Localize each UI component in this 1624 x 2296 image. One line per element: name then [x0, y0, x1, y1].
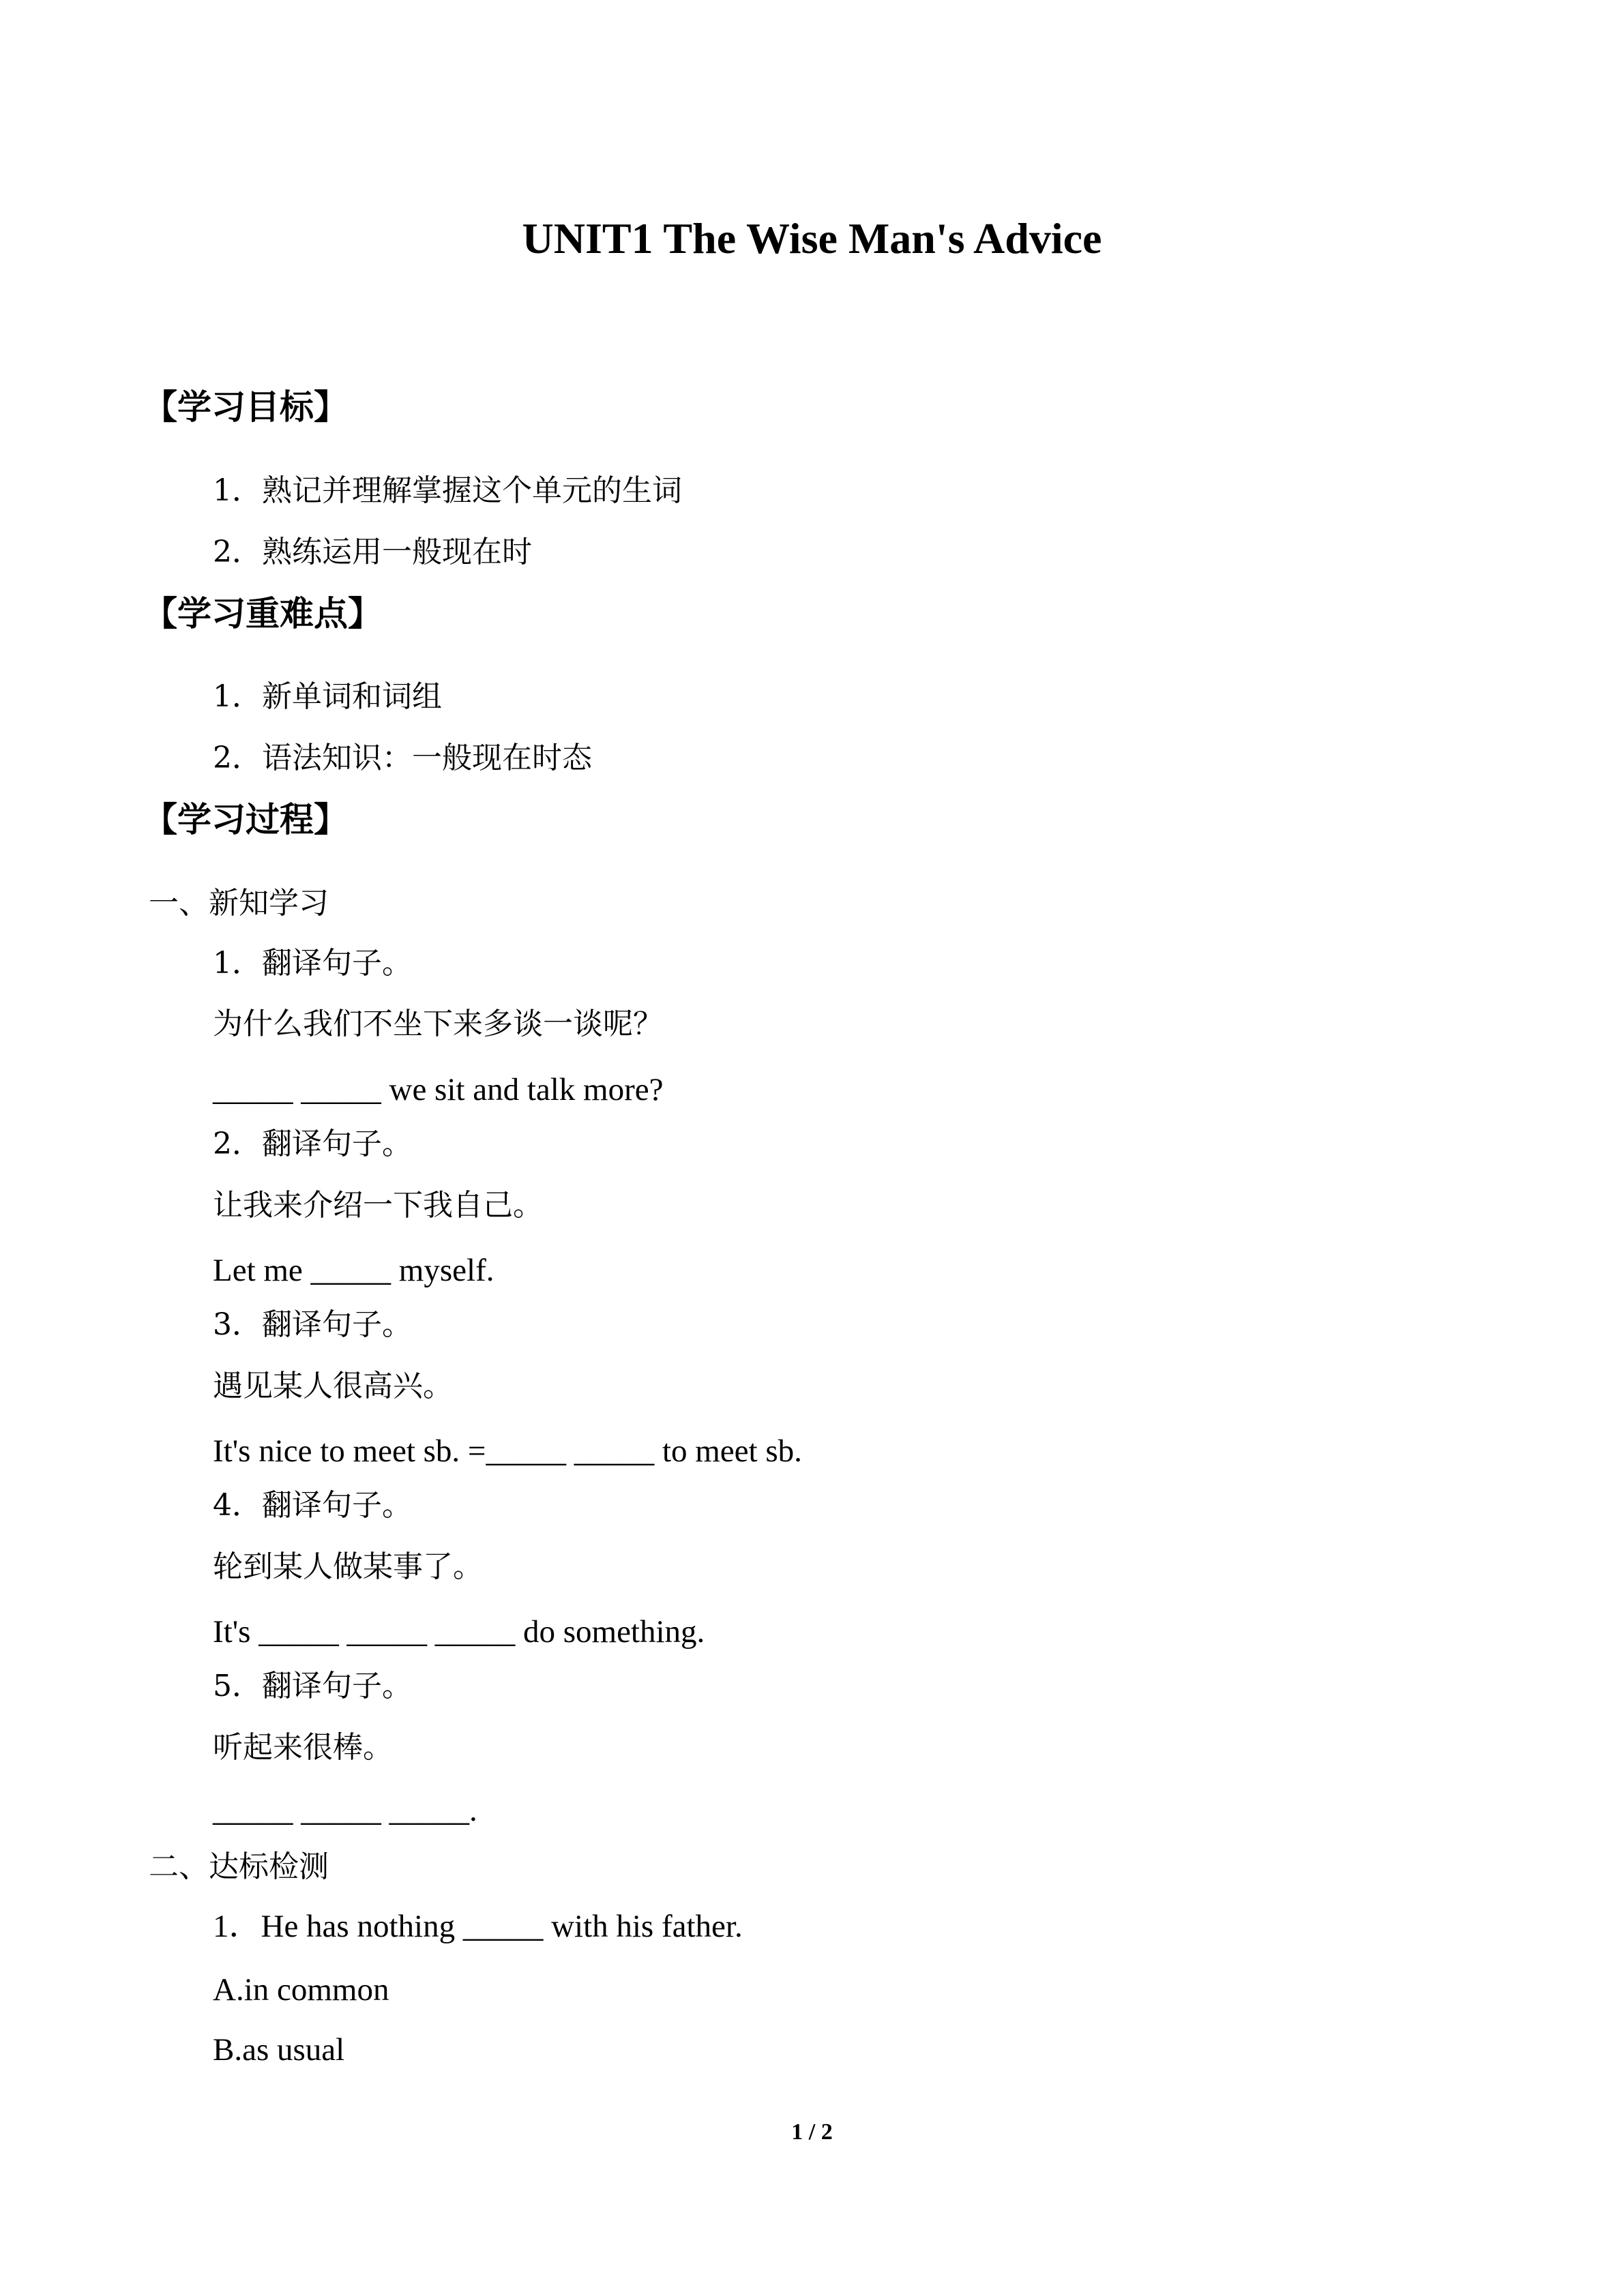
exercise-label: 2．翻译句子。 [213, 1127, 412, 1161]
exercise-label: 3．翻译句子。 [213, 1307, 412, 1342]
key-point-item: 1．新单词和词组 [213, 679, 442, 714]
page-number: 1 / 2 [791, 2119, 833, 2145]
exercise-chinese: 让我来介绍一下我自己。 [213, 1188, 543, 1223]
question-option: B.as usual [213, 2032, 345, 2068]
exercise-chinese: 轮到某人做某事了。 [213, 1549, 483, 1584]
exercise-english: It's _____ _____ _____ do something. [213, 1614, 705, 1650]
document-title: UNIT1 The Wise Man's Advice [522, 214, 1102, 263]
exercise-english: _____ _____ _____. [213, 1793, 477, 1828]
exercise-label: 4．翻译句子。 [213, 1488, 412, 1523]
exercise-label: 5．翻译句子。 [213, 1669, 412, 1703]
heading-process: 【学习过程】 [143, 800, 348, 839]
section-title: 一、新知学习 [149, 886, 329, 921]
exercise-english: _____ _____ we sit and talk more? [213, 1072, 664, 1107]
question-option: A.in common [213, 1972, 389, 2008]
heading-key-points: 【学习重难点】 [143, 594, 382, 633]
section-title: 二、达标检测 [149, 1849, 329, 1884]
objective-item: 1．熟记并理解掌握这个单元的生词 [213, 473, 682, 508]
exercise-english: It's nice to meet sb. =_____ _____ to meet sb. [213, 1433, 802, 1469]
exercise-chinese: 为什么我们不坐下来多谈一谈呢？ [213, 1007, 663, 1041]
question-stem: 1．He has nothing _____ with his father. [213, 1909, 743, 1944]
exercise-label: 1．翻译句子。 [213, 946, 412, 981]
objective-item: 2．熟练运用一般现在时 [213, 535, 532, 569]
heading-objectives: 【学习目标】 [143, 387, 348, 427]
key-point-item: 2．语法知识：一般现在时态 [213, 741, 592, 775]
exercise-chinese: 听起来很棒。 [213, 1730, 393, 1765]
exercise-english: Let me _____ myself. [213, 1253, 494, 1288]
exercise-chinese: 遇见某人很高兴。 [213, 1369, 453, 1403]
